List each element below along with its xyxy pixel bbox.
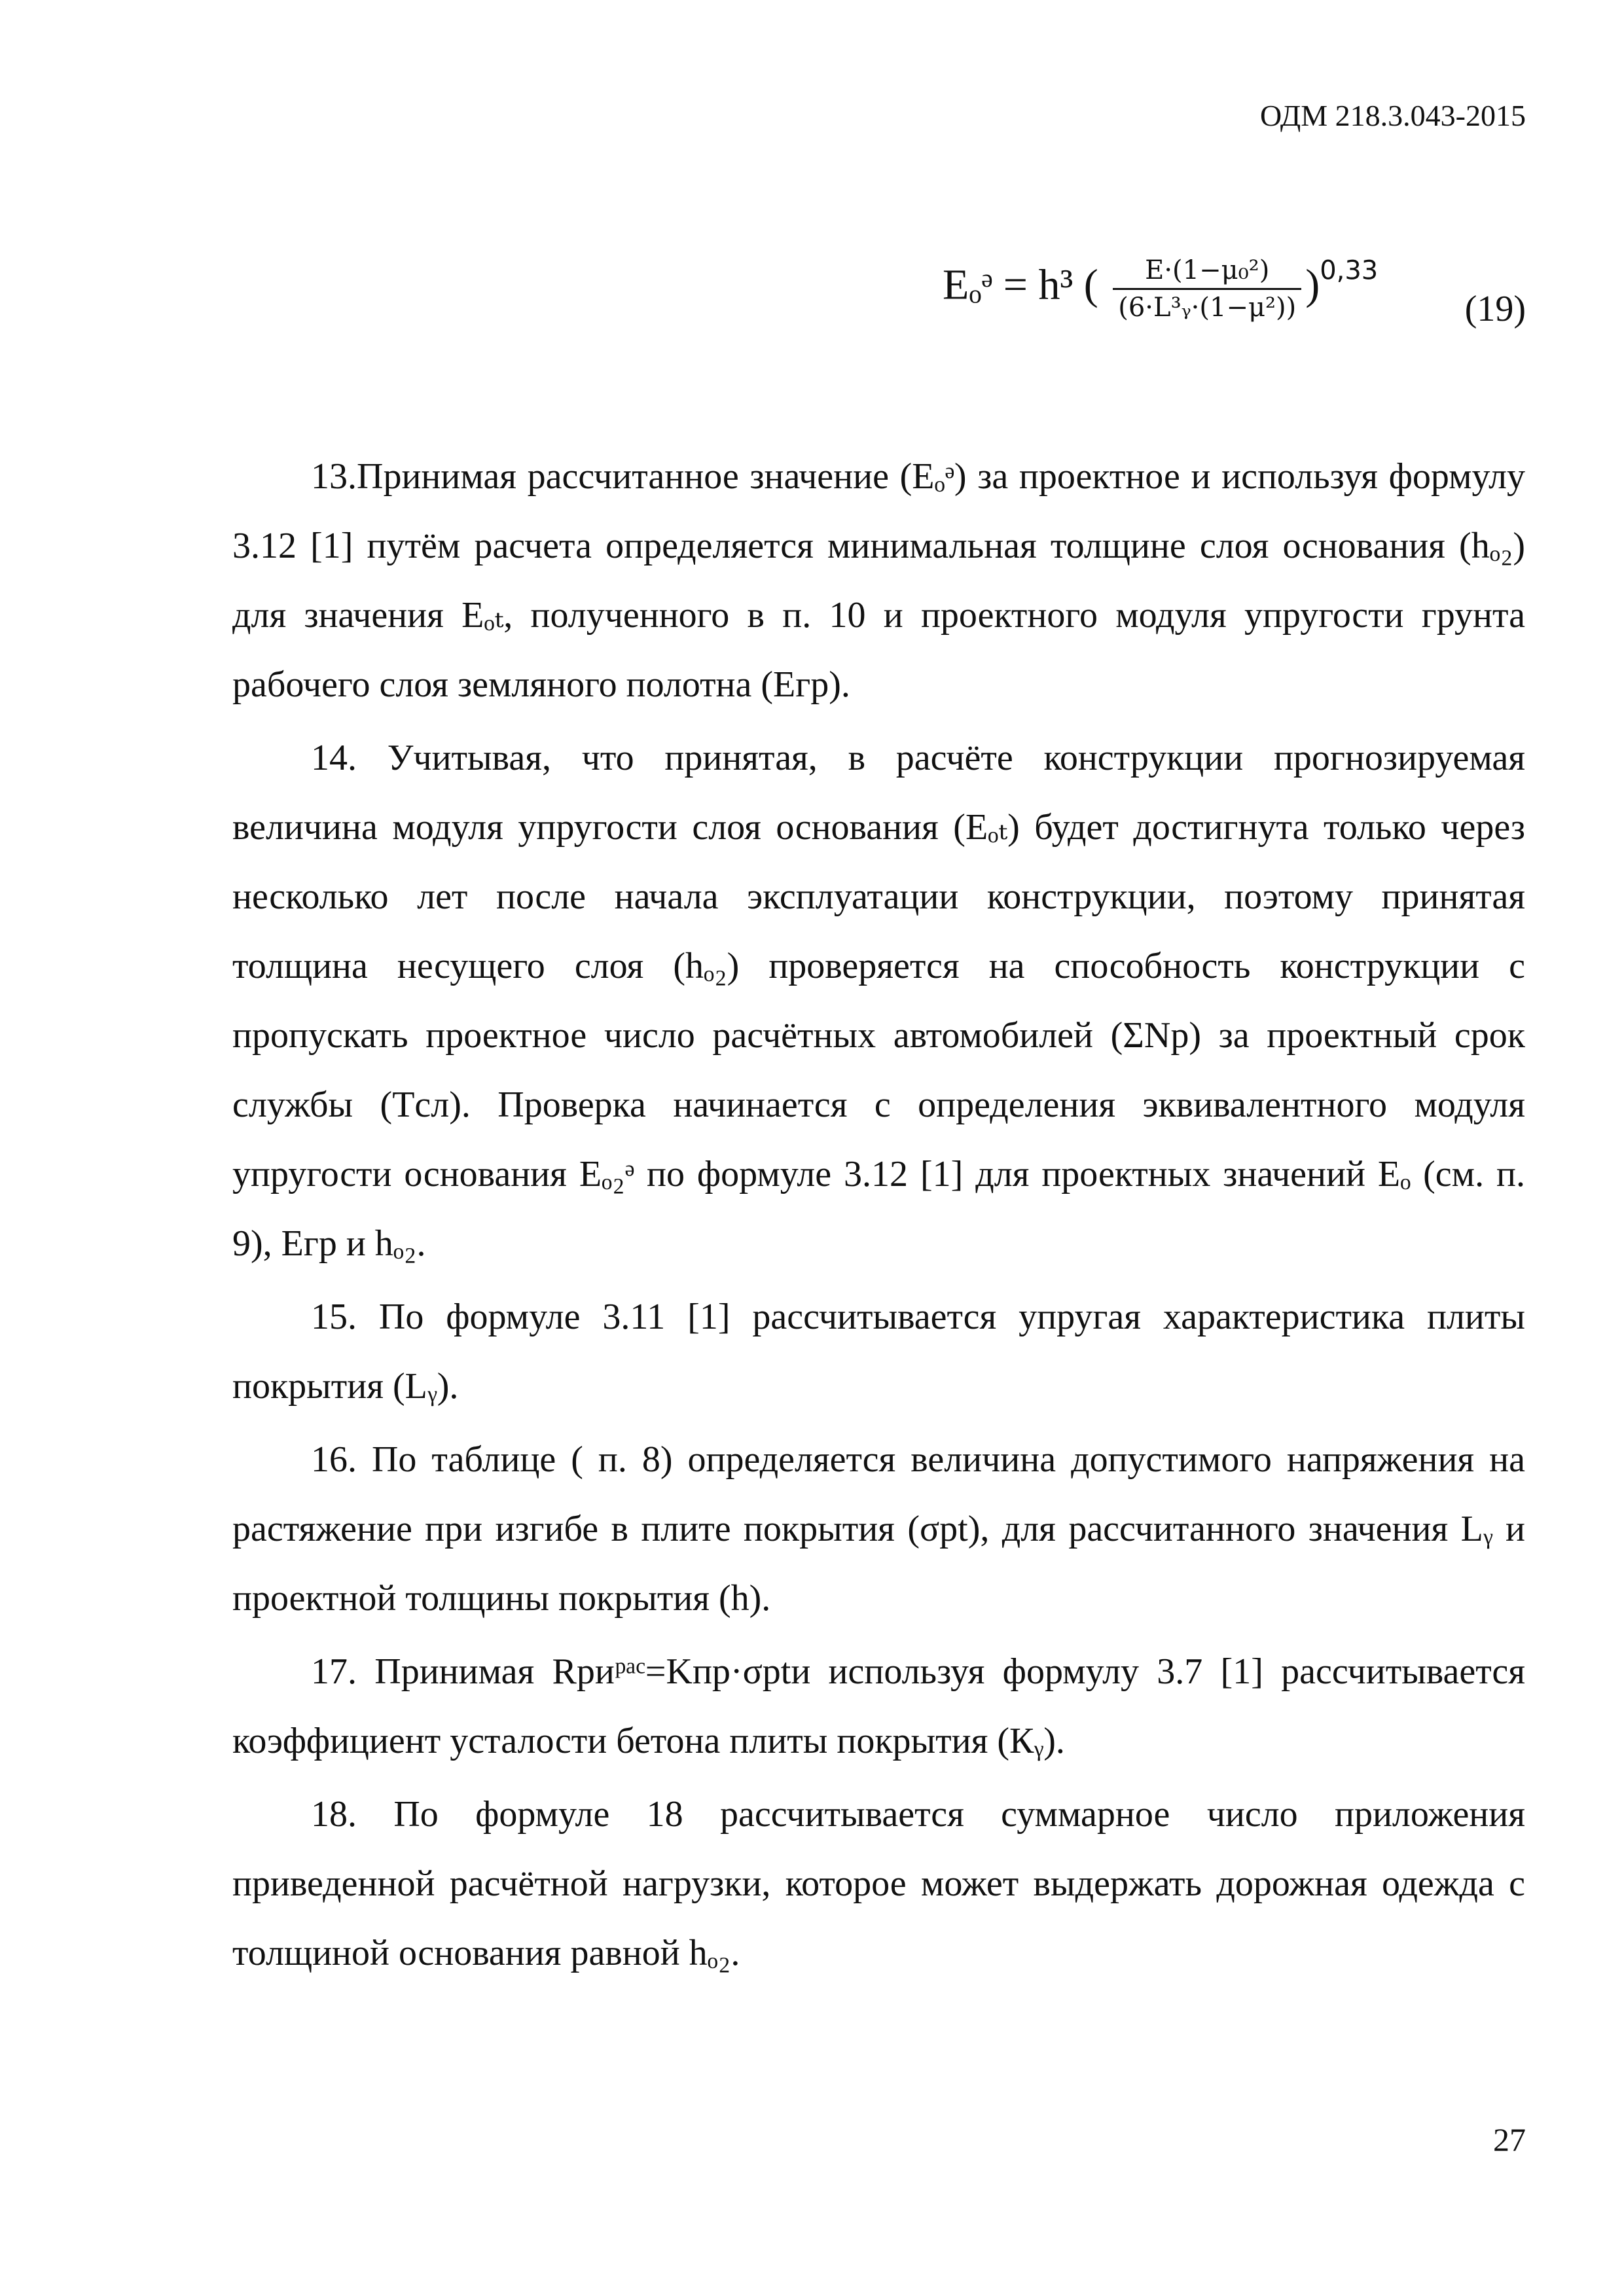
formula-exponent: 0,33 [1320,255,1379,286]
formula-fraction [1113,255,1301,323]
formula-body [943,255,1378,323]
formula-19 [943,236,1526,367]
paragraph-16: 16. По таблице ( п. 8) определяется величина допустимого напряжения на растяжение при изгибе в плите покрытия (σpt), для рассчитанного значения Lᵧ и проектной толщины покрытия (h). [232,1439,1525,1619]
paragraph-15: 15. По формуле 3.11 [1] рассчитывается упругая характеристика плиты покрытия (Lᵧ). [232,1297,1525,1407]
equation-number: (19) [1464,289,1526,329]
formula-numerator: E·(1−μ₀²) [1113,255,1301,290]
paragraph-13: 13.Принимая рассчитанное значение (Eₒᵊ) за проектное и используя формулу 3.12 [1] путём расчета определяется минимальная толщине слоя основания (hₒ₂) для значения Eₒₜ, полученного в п. 10 и проектного модуля упругости грунта рабочего слоя земляного полотна (Eгр). [232,456,1525,705]
page-number: 27 [1493,2121,1526,2158]
paragraph-14: 14. Учитывая, что принятая, в расчёте конструкции прогнозируемая величина модуля упругости слоя основания (Eₒₜ) будет достигнута только через несколько лет после начала эксплуатации конструкции, поэтому принятая толщина несущего слоя (hₒ₂) проверяется на способность конструкции с пропускать проектное число расчётных автомобилей (ΣNр) за проектный срок службы (Tсл). Проверка начинается с определения эквивалентного модуля упругости основания Eₒ₂ᵊ по формуле 3.12 [1] для проектных значений Eₒ (см. п. 9), Eгр и hₒ₂. [232,738,1525,1264]
body-text [232,442,1525,1992]
formula-lhs: Eₒᵊ = h³ ( [943,260,1098,309]
paragraph-18: 18. По формуле 18 рассчитывается суммарное число приложения приведенной расчётной нагрузки, которое может выдержать дорожная одежда с толщиной основания равной hₒ₂. [232,1794,1525,1973]
document-code: ОДМ 218.3.043-2015 [1259,99,1526,132]
formula-denominator: (6·L³ᵧ·(1−μ²)) [1118,293,1297,323]
formula-close: ) [1305,260,1320,309]
paragraph-17: 17. Принимая Rриᵖᵃᶜ=Kпр·σptи используя формулу 3.7 [1] рассчитывается коэффициент усталости бетона плиты покрытия (Кᵧ). [232,1651,1525,1761]
